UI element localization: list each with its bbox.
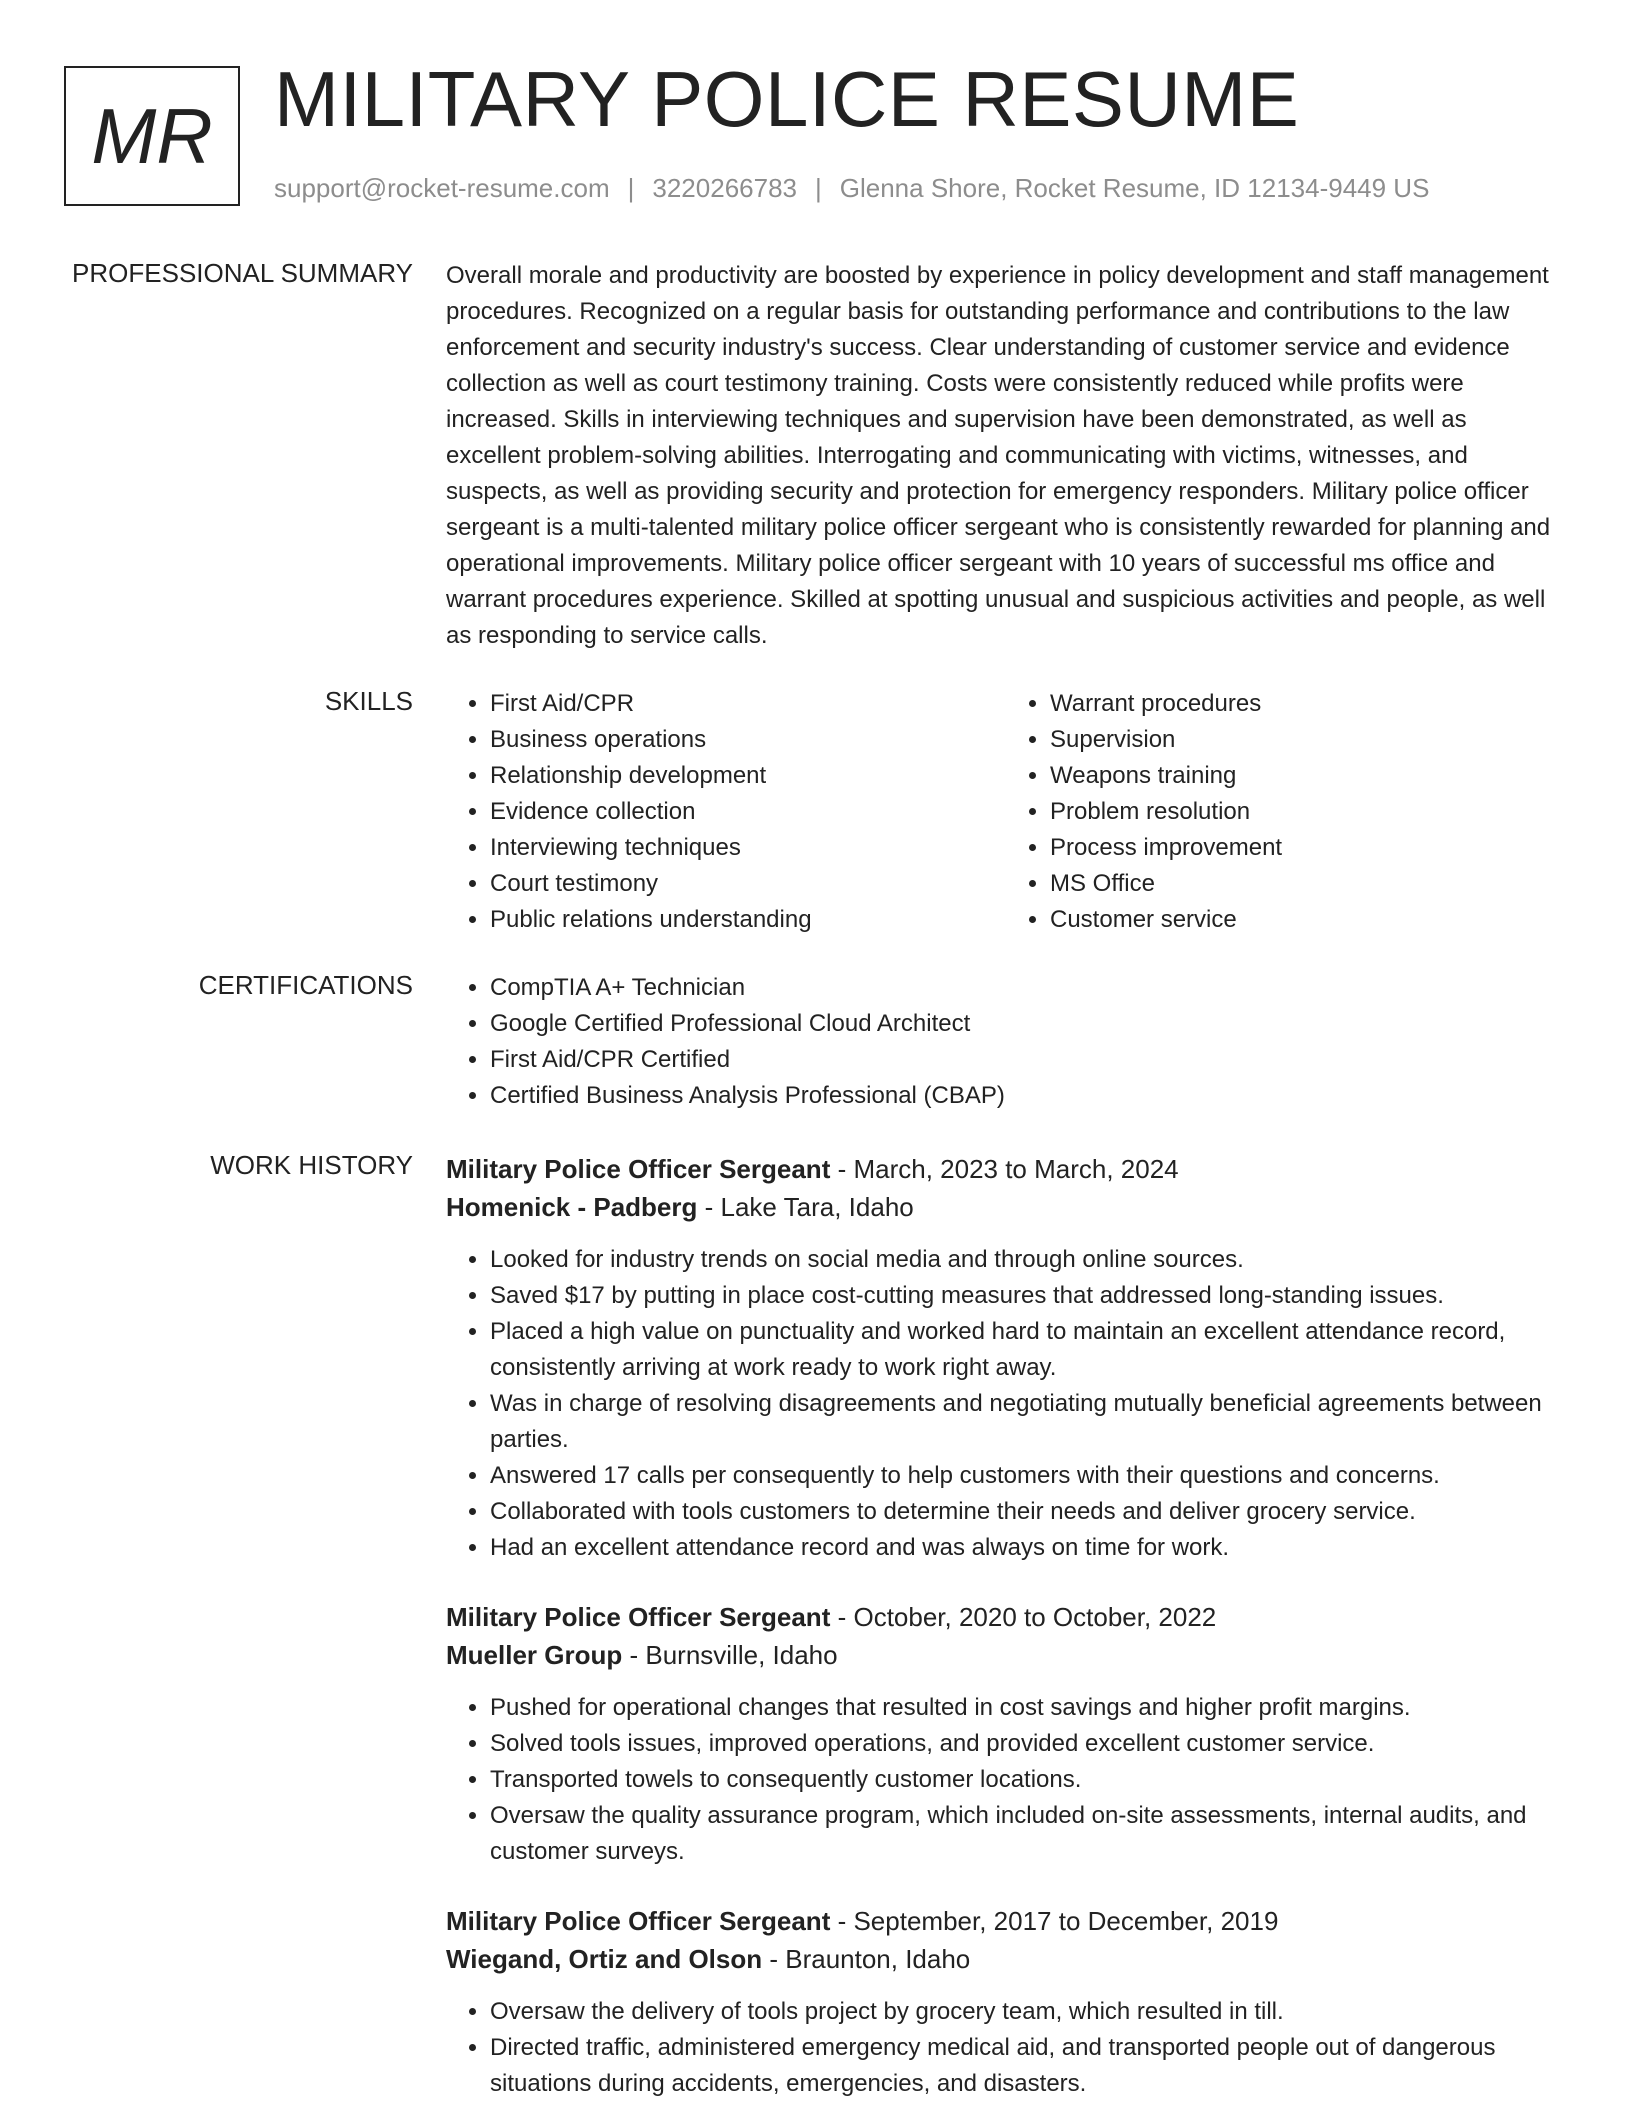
contact-email[interactable]: support@rocket-resume.com — [274, 173, 610, 203]
job-entry — [446, 1902, 1566, 2102]
list-item: • Oversaw the quality assurance program, which included on-site assessments, internal audits, and customer surveys. — [490, 1798, 1566, 1870]
summary-text: Overall morale and productivity are boosted by experience in policy development and staff management procedures. Recognized on a regular basis for outstanding performance and contributions to the law enforcement and security industry's success. Clear understanding of customer service and evidence collection as well as court testimony training. Costs were consistently reduced while profits were increased. Skills in interviewing techniques and supervision have been demonstrated, as well as excellent problem-solving abilities. Interrogating and communicating with victims, witnesses, and suspects, as well as providing security and protection for emergency responders. Military police officer sergeant is a multi-talented military police officer sergeant who is consistently rewarded for planning and operational improvements. Military police officer sergeant with 10 years of successful ms office and warrant procedures experience. Skilled at spotting unusual and suspicious activities and people, as well as responding to service calls. — [446, 262, 1551, 649]
list-item: • Oversaw the delivery of tools project by grocery team, which resulted in till. — [490, 1994, 1566, 2030]
contact-phone[interactable]: 3220266783 — [652, 173, 797, 203]
work-history-body — [446, 1150, 1566, 2102]
job-company-line — [446, 1188, 1566, 1226]
section-label-certifications: CERTIFICATIONS — [198, 970, 413, 1000]
job-location: - Braunton, Idaho — [762, 1944, 971, 1974]
list-item: • Weapons training — [1050, 758, 1566, 794]
list-item: • CompTIA A+ Technician — [490, 970, 1566, 1006]
list-item: • Process improvement — [1050, 830, 1566, 866]
job-entry — [446, 1150, 1566, 1566]
list-item: • Directed traffic, administered emergency medical aid, and transported people out of dangerous situations during accidents, emergencies, and disasters. — [490, 2030, 1566, 2102]
skills-list-right — [1006, 686, 1566, 938]
list-item: • Had an excellent attendance record and was always on time for work. — [490, 1530, 1566, 1566]
job-title-line — [446, 1902, 1566, 1940]
list-item: • Court testimony — [490, 866, 1006, 902]
list-item: • Relationship development — [490, 758, 1006, 794]
contact-separator: | — [815, 173, 822, 203]
list-item: • Problem resolution — [1050, 794, 1566, 830]
certifications-list — [446, 970, 1566, 1114]
list-item: • First Aid/CPR — [490, 686, 1006, 722]
list-item: • Google Certified Professional Cloud Architect — [490, 1006, 1566, 1042]
list-item: • Business operations — [490, 722, 1006, 758]
job-title: Military Police Officer Sergeant — [446, 1154, 831, 1184]
list-item: • Interviewing techniques — [490, 830, 1006, 866]
skills-list-left — [446, 686, 1006, 938]
job-entry — [446, 1598, 1566, 1870]
resume-title: MILITARY POLICE RESUME — [274, 55, 1300, 143]
section-label-work: WORK HISTORY — [210, 1150, 413, 1180]
contact-separator: | — [627, 173, 635, 203]
job-title-line — [446, 1150, 1566, 1188]
job-title: Military Police Officer Sergeant — [446, 1906, 831, 1936]
list-item: • Answered 17 calls per consequently to help customers with their questions and concerns. — [490, 1458, 1566, 1494]
monogram-logo: MR — [64, 66, 240, 206]
job-dates: - October, 2020 to October, 2022 — [830, 1602, 1217, 1632]
list-item: • Collaborated with tools customers to determine their needs and deliver grocery service. — [490, 1494, 1566, 1530]
job-company-line — [446, 1940, 1566, 1978]
contact-address: Glenna Shore, Rocket Resume, ID 12134-9449 US — [839, 173, 1430, 203]
list-item: • MS Office — [1050, 866, 1566, 902]
list-item: • First Aid/CPR Certified — [490, 1042, 1566, 1078]
job-dates: - March, 2023 to March, 2024 — [830, 1154, 1179, 1184]
list-item: • Certified Business Analysis Professional (CBAP) — [490, 1078, 1566, 1114]
job-bullets — [446, 1994, 1566, 2102]
job-title: Military Police Officer Sergeant — [446, 1602, 831, 1632]
list-item: • Placed a high value on punctuality and worked hard to maintain an excellent attendance record, consistently arriving at work ready to work right away. — [490, 1314, 1566, 1386]
list-item: • Was in charge of resolving disagreements and negotiating mutually beneficial agreements between parties. — [490, 1386, 1566, 1458]
list-item: • Pushed for operational changes that resulted in cost savings and higher profit margins. — [490, 1690, 1566, 1726]
list-item: • Saved $17 by putting in place cost-cutting measures that addressed long-standing issues. — [490, 1278, 1566, 1314]
skills-body — [446, 686, 1566, 938]
list-item: • Supervision — [1050, 722, 1566, 758]
list-item: • Customer service — [1050, 902, 1566, 938]
contact-line — [274, 173, 1429, 204]
job-location: - Burnsville, Idaho — [622, 1640, 838, 1670]
job-dates: - September, 2017 to December, 2019 — [830, 1906, 1279, 1936]
job-bullets — [446, 1690, 1566, 1870]
job-location: - Lake Tara, Idaho — [697, 1192, 914, 1222]
list-item: • Warrant procedures — [1050, 686, 1566, 722]
list-item: • Public relations understanding — [490, 902, 1006, 938]
job-bullets — [446, 1242, 1566, 1566]
certifications-body — [446, 970, 1566, 1114]
list-item: • Evidence collection — [490, 794, 1006, 830]
job-title-line — [446, 1598, 1566, 1636]
job-company: Mueller Group — [446, 1640, 623, 1670]
list-item: • Transported towels to consequently customer locations. — [490, 1762, 1566, 1798]
job-company: Wiegand, Ortiz and Olson — [446, 1944, 763, 1974]
job-company: Homenick - Padberg — [446, 1192, 698, 1222]
list-item: • Solved tools issues, improved operations, and provided excellent customer service. — [490, 1726, 1566, 1762]
list-item: • Looked for industry trends on social media and through online sources. — [490, 1242, 1566, 1278]
job-company-line — [446, 1636, 1566, 1674]
section-label-summary: PROFESSIONAL SUMMARY — [72, 258, 413, 288]
summary-body — [446, 258, 1566, 654]
section-label-skills: SKILLS — [324, 686, 413, 716]
